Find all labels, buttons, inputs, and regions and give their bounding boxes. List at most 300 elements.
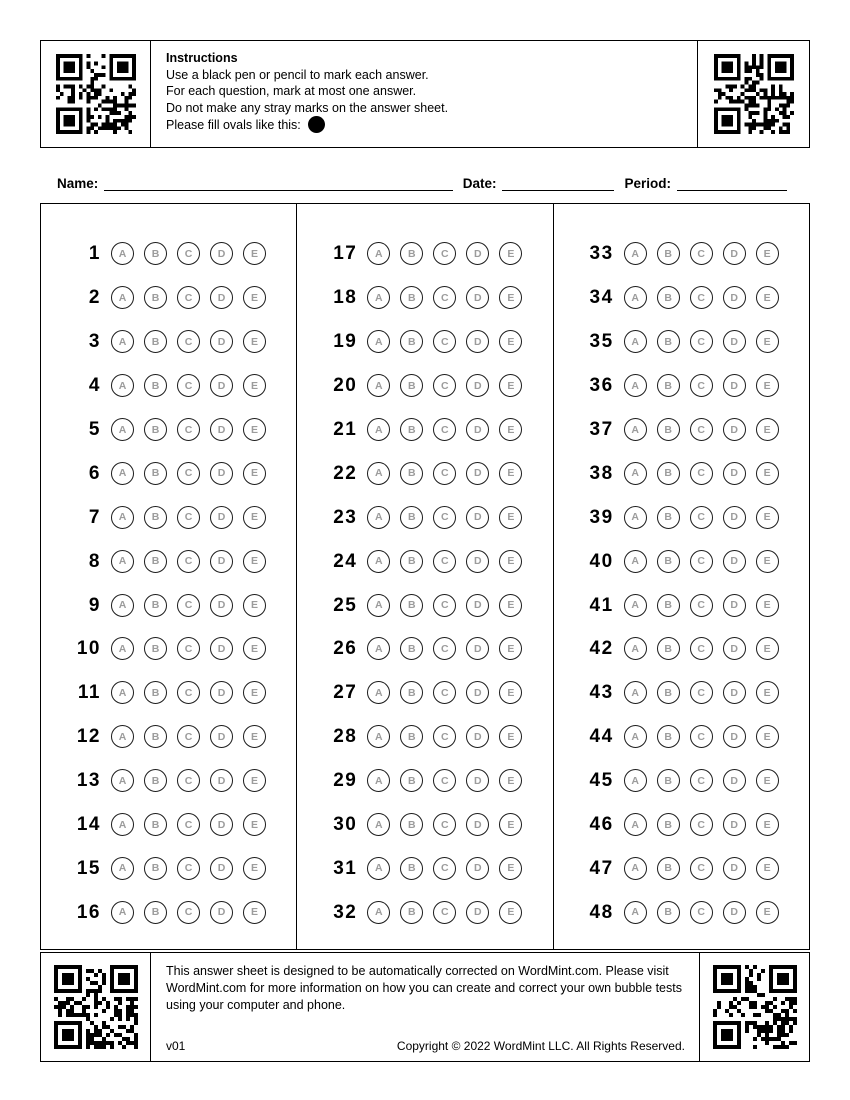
bubble-14-E[interactable]: E — [243, 813, 266, 836]
question-row-45 — [554, 759, 809, 803]
bubble-2-E[interactable]: E — [243, 286, 266, 309]
bubble-38-B[interactable]: B — [657, 462, 680, 485]
bubble-14-A[interactable]: A — [111, 813, 134, 836]
bubble-14-C[interactable]: C — [177, 813, 200, 836]
qr-cell-top-left — [41, 41, 151, 147]
bubble-42-C[interactable]: C — [690, 637, 713, 660]
bubble-45-E[interactable]: E — [756, 769, 779, 792]
bubble-47-A[interactable]: A — [624, 857, 647, 880]
bubble-48-E[interactable]: E — [756, 901, 779, 924]
bubble-11-A[interactable]: A — [111, 681, 134, 704]
bubble-43-E[interactable]: E — [756, 681, 779, 704]
bubble-46-B[interactable]: B — [657, 813, 680, 836]
bubble-6-D[interactable]: D — [210, 462, 233, 485]
bubble-45-B[interactable]: B — [657, 769, 680, 792]
question-row-14 — [41, 803, 296, 847]
bubble-17-A[interactable]: A — [367, 242, 390, 265]
question-row-44 — [554, 715, 809, 759]
bubble-47-B[interactable]: B — [657, 857, 680, 880]
bubble-22-C[interactable]: C — [433, 462, 456, 485]
bubble-40-D[interactable]: D — [723, 550, 746, 573]
question-number: 6 — [88, 462, 101, 484]
bubble-24-D[interactable]: D — [466, 550, 489, 573]
qr-cell-top-right — [697, 41, 809, 147]
date-label: Date: — [462, 176, 497, 191]
bubble-23-A[interactable]: A — [367, 506, 390, 529]
bubble-26-A[interactable]: A — [367, 637, 390, 660]
bubble-29-D[interactable]: D — [466, 769, 489, 792]
bubble-12-C[interactable]: C — [177, 725, 200, 748]
bubble-11-B[interactable]: B — [144, 681, 167, 704]
bubble-37-A[interactable]: A — [624, 418, 647, 441]
bubble-48-C[interactable]: C — [690, 901, 713, 924]
question-row-48 — [554, 890, 809, 934]
bubble-7-B[interactable]: B — [144, 506, 167, 529]
bubble-25-C[interactable]: C — [433, 594, 456, 617]
bubble-5-C[interactable]: C — [177, 418, 200, 441]
bubble-32-A[interactable]: A — [367, 901, 390, 924]
bubble-12-B[interactable]: B — [144, 725, 167, 748]
question-number: 11 — [77, 682, 101, 704]
bubble-30-A[interactable]: A — [367, 813, 390, 836]
bubble-10-E[interactable]: E — [243, 637, 266, 660]
instruction-line: For each question, mark at most one answer. — [166, 84, 417, 98]
bubble-36-B[interactable]: B — [657, 374, 680, 397]
bubble-6-C[interactable]: C — [177, 462, 200, 485]
bubble-18-D[interactable]: D — [466, 286, 489, 309]
date-field[interactable] — [502, 177, 614, 191]
bubble-38-D[interactable]: D — [723, 462, 746, 485]
bubble-41-E[interactable]: E — [756, 594, 779, 617]
question-number: 1 — [88, 243, 101, 265]
bubble-45-A[interactable]: A — [624, 769, 647, 792]
bubble-3-C[interactable]: C — [177, 330, 200, 353]
bubble-36-C[interactable]: C — [690, 374, 713, 397]
bubble-4-E[interactable]: E — [243, 374, 266, 397]
bubble-35-E[interactable]: E — [756, 330, 779, 353]
bubble-48-D[interactable]: D — [723, 901, 746, 924]
bubble-11-D[interactable]: D — [210, 681, 233, 704]
bubble-23-E[interactable]: E — [499, 506, 522, 529]
question-number: 34 — [589, 287, 614, 309]
bubble-9-E[interactable]: E — [243, 594, 266, 617]
bubble-5-A[interactable]: A — [111, 418, 134, 441]
bubble-7-C[interactable]: C — [177, 506, 200, 529]
answer-grid — [40, 203, 810, 950]
bubble-19-D[interactable]: D — [466, 330, 489, 353]
bubble-16-A[interactable]: A — [111, 901, 134, 924]
bubble-5-B[interactable]: B — [144, 418, 167, 441]
qr-code-icon — [714, 54, 794, 134]
footer-description: This answer sheet is designed to be automatically corrected on WordMint.com. Please visit WordMint.com for more information on how you can create and correct your own bubble tests using your computer and phone. — [166, 964, 682, 1012]
bubble-32-B[interactable]: B — [400, 901, 423, 924]
bubble-43-A[interactable]: A — [624, 681, 647, 704]
bubble-4-A[interactable]: A — [111, 374, 134, 397]
bubble-13-E[interactable]: E — [243, 769, 266, 792]
bubble-31-D[interactable]: D — [466, 857, 489, 880]
bubble-25-E[interactable]: E — [499, 594, 522, 617]
bubble-44-E[interactable]: E — [756, 725, 779, 748]
bubble-45-C[interactable]: C — [690, 769, 713, 792]
bubble-43-B[interactable]: B — [657, 681, 680, 704]
bubble-21-C[interactable]: C — [433, 418, 456, 441]
bubble-22-D[interactable]: D — [466, 462, 489, 485]
bubble-34-E[interactable]: E — [756, 286, 779, 309]
bubble-31-C[interactable]: C — [433, 857, 456, 880]
question-row-41 — [554, 583, 809, 627]
question-number: 23 — [333, 506, 358, 528]
bubble-44-D[interactable]: D — [723, 725, 746, 748]
bubble-17-C[interactable]: C — [433, 242, 456, 265]
bubble-8-B[interactable]: B — [144, 550, 167, 573]
bubble-9-B[interactable]: B — [144, 594, 167, 617]
bubble-42-A[interactable]: A — [624, 637, 647, 660]
bubble-26-D[interactable]: D — [466, 637, 489, 660]
bubble-29-B[interactable]: B — [400, 769, 423, 792]
question-row-42 — [554, 627, 809, 671]
bubble-37-B[interactable]: B — [657, 418, 680, 441]
period-field[interactable] — [677, 177, 787, 191]
bubble-36-E[interactable]: E — [756, 374, 779, 397]
bubble-15-A[interactable]: A — [111, 857, 134, 880]
bubble-17-E[interactable]: E — [499, 242, 522, 265]
question-number: 28 — [333, 726, 358, 748]
bubble-40-B[interactable]: B — [657, 550, 680, 573]
bubble-20-E[interactable]: E — [499, 374, 522, 397]
bubble-5-D[interactable]: D — [210, 418, 233, 441]
bubble-39-D[interactable]: D — [723, 506, 746, 529]
bubble-28-A[interactable]: A — [367, 725, 390, 748]
bubble-13-D[interactable]: D — [210, 769, 233, 792]
bubble-39-C[interactable]: C — [690, 506, 713, 529]
bubble-3-B[interactable]: B — [144, 330, 167, 353]
bubble-25-B[interactable]: B — [400, 594, 423, 617]
bubble-47-C[interactable]: C — [690, 857, 713, 880]
bubble-17-B[interactable]: B — [400, 242, 423, 265]
bubble-28-B[interactable]: B — [400, 725, 423, 748]
bubble-36-D[interactable]: D — [723, 374, 746, 397]
question-row-34 — [554, 276, 809, 320]
bubble-3-E[interactable]: E — [243, 330, 266, 353]
bubble-9-C[interactable]: C — [177, 594, 200, 617]
bubble-18-E[interactable]: E — [499, 286, 522, 309]
bubble-5-E[interactable]: E — [243, 418, 266, 441]
question-row-8 — [41, 539, 296, 583]
bubble-20-D[interactable]: D — [466, 374, 489, 397]
bubble-38-C[interactable]: C — [690, 462, 713, 485]
question-row-21 — [297, 408, 552, 452]
bubble-2-D[interactable]: D — [210, 286, 233, 309]
instruction-line: Use a black pen or pencil to mark each answer. — [166, 67, 429, 82]
bubble-13-A[interactable]: A — [111, 769, 134, 792]
question-number: 21 — [333, 419, 358, 440]
bubble-46-D[interactable]: D — [723, 813, 746, 836]
question-number: 17 — [333, 243, 358, 265]
question-number: 10 — [76, 638, 101, 660]
bubble-39-A[interactable]: A — [624, 506, 647, 529]
bubble-24-C[interactable]: C — [433, 550, 456, 573]
bubble-15-C[interactable]: C — [177, 857, 200, 880]
bubble-15-B[interactable]: B — [144, 857, 167, 880]
bubble-4-C[interactable]: C — [177, 374, 200, 397]
bubble-6-A[interactable]: A — [111, 462, 134, 485]
bubble-22-B[interactable]: B — [400, 462, 423, 485]
bubble-42-B[interactable]: B — [657, 637, 680, 660]
footer-box — [40, 952, 810, 1062]
bubble-37-D[interactable]: D — [723, 418, 746, 441]
bubble-10-B[interactable]: B — [144, 637, 167, 660]
question-row-5 — [41, 408, 296, 452]
bubble-18-C[interactable]: C — [433, 286, 456, 309]
bubble-23-B[interactable]: B — [400, 506, 423, 529]
question-number: 43 — [589, 682, 614, 704]
bubble-15-D[interactable]: D — [210, 857, 233, 880]
bubble-33-A[interactable]: A — [624, 242, 647, 265]
bubble-30-E[interactable]: E — [499, 813, 522, 836]
bubble-46-E[interactable]: E — [756, 813, 779, 836]
question-row-35 — [554, 320, 809, 364]
qr-code-icon — [56, 54, 136, 134]
bubble-35-B[interactable]: B — [657, 330, 680, 353]
bubble-37-C[interactable]: C — [690, 418, 713, 441]
bubble-4-B[interactable]: B — [144, 374, 167, 397]
bubble-19-A[interactable]: A — [367, 330, 390, 353]
bubble-48-A[interactable]: A — [624, 901, 647, 924]
bubble-27-B[interactable]: B — [400, 681, 423, 704]
bubble-25-D[interactable]: D — [466, 594, 489, 617]
bubble-44-B[interactable]: B — [657, 725, 680, 748]
bubble-35-A[interactable]: A — [624, 330, 647, 353]
bubble-43-C[interactable]: C — [690, 681, 713, 704]
bubble-44-A[interactable]: A — [624, 725, 647, 748]
bubble-2-B[interactable]: B — [144, 286, 167, 309]
filled-oval-example-icon — [308, 116, 325, 133]
bubble-34-A[interactable]: A — [624, 286, 647, 309]
bubble-2-A[interactable]: A — [111, 286, 134, 309]
period-label: Period: — [624, 176, 671, 191]
question-row-12 — [41, 715, 296, 759]
bubble-8-C[interactable]: C — [177, 550, 200, 573]
bubble-14-B[interactable]: B — [144, 813, 167, 836]
question-number: 46 — [589, 814, 614, 836]
bubble-1-C[interactable]: C — [177, 242, 200, 265]
bubble-7-A[interactable]: A — [111, 506, 134, 529]
bubble-45-D[interactable]: D — [723, 769, 746, 792]
bubble-40-E[interactable]: E — [756, 550, 779, 573]
bubble-33-E[interactable]: E — [756, 242, 779, 265]
bubble-27-E[interactable]: E — [499, 681, 522, 704]
bubble-40-C[interactable]: C — [690, 550, 713, 573]
bubble-1-D[interactable]: D — [210, 242, 233, 265]
bubble-13-C[interactable]: C — [177, 769, 200, 792]
bubble-41-C[interactable]: C — [690, 594, 713, 617]
bubble-33-B[interactable]: B — [657, 242, 680, 265]
bubble-34-B[interactable]: B — [657, 286, 680, 309]
bubble-32-D[interactable]: D — [466, 901, 489, 924]
bubble-17-D[interactable]: D — [466, 242, 489, 265]
bubble-1-E[interactable]: E — [243, 242, 266, 265]
bubble-3-D[interactable]: D — [210, 330, 233, 353]
bubble-23-C[interactable]: C — [433, 506, 456, 529]
bubble-28-D[interactable]: D — [466, 725, 489, 748]
bubble-42-D[interactable]: D — [723, 637, 746, 660]
bubble-24-A[interactable]: A — [367, 550, 390, 573]
bubble-18-B[interactable]: B — [400, 286, 423, 309]
question-number: 35 — [589, 331, 614, 353]
bubble-21-D[interactable]: D — [466, 418, 489, 441]
bubble-22-E[interactable]: E — [499, 462, 522, 485]
bubble-30-C[interactable]: C — [433, 813, 456, 836]
bubble-40-A[interactable]: A — [624, 550, 647, 573]
question-row-16 — [41, 890, 296, 934]
bubble-42-E[interactable]: E — [756, 637, 779, 660]
question-number: 2 — [88, 287, 101, 309]
bubble-16-E[interactable]: E — [243, 901, 266, 924]
bubble-34-C[interactable]: C — [690, 286, 713, 309]
bubble-13-B[interactable]: B — [144, 769, 167, 792]
bubble-38-A[interactable]: A — [624, 462, 647, 485]
bubble-16-D[interactable]: D — [210, 901, 233, 924]
question-row-38 — [554, 451, 809, 495]
bubble-29-C[interactable]: C — [433, 769, 456, 792]
bubble-8-A[interactable]: A — [111, 550, 134, 573]
question-number: 42 — [589, 638, 614, 660]
bubble-25-A[interactable]: A — [367, 594, 390, 617]
bubble-9-A[interactable]: A — [111, 594, 134, 617]
bubble-39-B[interactable]: B — [657, 506, 680, 529]
question-number: 45 — [589, 770, 614, 792]
bubble-14-D[interactable]: D — [210, 813, 233, 836]
bubble-37-E[interactable]: E — [756, 418, 779, 441]
bubble-8-D[interactable]: D — [210, 550, 233, 573]
bubble-16-C[interactable]: C — [177, 901, 200, 924]
bubble-27-A[interactable]: A — [367, 681, 390, 704]
bubble-11-C[interactable]: C — [177, 681, 200, 704]
bubble-23-D[interactable]: D — [466, 506, 489, 529]
question-number: 12 — [76, 726, 101, 748]
bubble-43-D[interactable]: D — [723, 681, 746, 704]
bubble-27-C[interactable]: C — [433, 681, 456, 704]
bubble-6-B[interactable]: B — [144, 462, 167, 485]
bubble-47-D[interactable]: D — [723, 857, 746, 880]
bubble-12-D[interactable]: D — [210, 725, 233, 748]
bubble-31-B[interactable]: B — [400, 857, 423, 880]
bubble-12-A[interactable]: A — [111, 725, 134, 748]
question-number: 36 — [589, 375, 614, 397]
bubble-10-D[interactable]: D — [210, 637, 233, 660]
question-number: 40 — [589, 550, 614, 572]
bubble-20-B[interactable]: B — [400, 374, 423, 397]
bubble-22-A[interactable]: A — [367, 462, 390, 485]
bubble-24-E[interactable]: E — [499, 550, 522, 573]
footer-text-cell — [151, 953, 699, 1061]
bubble-6-E[interactable]: E — [243, 462, 266, 485]
question-row-6 — [41, 451, 296, 495]
bubble-28-E[interactable]: E — [499, 725, 522, 748]
bubble-7-E[interactable]: E — [243, 506, 266, 529]
bubble-7-D[interactable]: D — [210, 506, 233, 529]
copyright-label: Copyright © 2022 WordMint LLC. All Rights Reserved. — [396, 1039, 685, 1053]
bubble-26-B[interactable]: B — [400, 637, 423, 660]
bubble-4-D[interactable]: D — [210, 374, 233, 397]
bubble-16-B[interactable]: B — [144, 901, 167, 924]
bubble-29-A[interactable]: A — [367, 769, 390, 792]
bubble-30-B[interactable]: B — [400, 813, 423, 836]
bubble-19-C[interactable]: C — [433, 330, 456, 353]
bubble-41-D[interactable]: D — [723, 594, 746, 617]
bubble-28-C[interactable]: C — [433, 725, 456, 748]
bubble-8-E[interactable]: E — [243, 550, 266, 573]
bubble-11-E[interactable]: E — [243, 681, 266, 704]
bubble-21-B[interactable]: B — [400, 418, 423, 441]
bubble-34-D[interactable]: D — [723, 286, 746, 309]
name-field[interactable] — [104, 177, 452, 191]
bubble-19-B[interactable]: B — [400, 330, 423, 353]
bubble-24-B[interactable]: B — [400, 550, 423, 573]
bubble-3-A[interactable]: A — [111, 330, 134, 353]
bubble-1-A[interactable]: A — [111, 242, 134, 265]
bubble-21-A[interactable]: A — [367, 418, 390, 441]
question-number: 32 — [333, 901, 358, 923]
question-row-17 — [297, 232, 552, 276]
bubble-47-E[interactable]: E — [756, 857, 779, 880]
bubble-32-E[interactable]: E — [499, 901, 522, 924]
bubble-15-E[interactable]: E — [243, 857, 266, 880]
bubble-2-C[interactable]: C — [177, 286, 200, 309]
bubble-20-C[interactable]: C — [433, 374, 456, 397]
answer-grid-column-1 — [41, 204, 296, 949]
bubble-35-C[interactable]: C — [690, 330, 713, 353]
question-row-7 — [41, 495, 296, 539]
bubble-44-C[interactable]: C — [690, 725, 713, 748]
bubble-26-C[interactable]: C — [433, 637, 456, 660]
bubble-29-E[interactable]: E — [499, 769, 522, 792]
bubble-20-A[interactable]: A — [367, 374, 390, 397]
bubble-35-D[interactable]: D — [723, 330, 746, 353]
bubble-10-C[interactable]: C — [177, 637, 200, 660]
question-number: 15 — [76, 857, 101, 879]
bubble-39-E[interactable]: E — [756, 506, 779, 529]
bubble-30-D[interactable]: D — [466, 813, 489, 836]
bubble-46-C[interactable]: C — [690, 813, 713, 836]
version-label: v01 — [166, 1039, 186, 1053]
bubble-19-E[interactable]: E — [499, 330, 522, 353]
question-number: 9 — [88, 594, 101, 616]
bubble-33-C[interactable]: C — [690, 242, 713, 265]
bubble-41-B[interactable]: B — [657, 594, 680, 617]
answer-grid-column-3 — [553, 204, 809, 949]
bubble-32-C[interactable]: C — [433, 901, 456, 924]
bubble-31-A[interactable]: A — [367, 857, 390, 880]
bubble-21-E[interactable]: E — [499, 418, 522, 441]
bubble-36-A[interactable]: A — [624, 374, 647, 397]
bubble-26-E[interactable]: E — [499, 637, 522, 660]
bubble-12-E[interactable]: E — [243, 725, 266, 748]
bubble-27-D[interactable]: D — [466, 681, 489, 704]
bubble-10-A[interactable]: A — [111, 637, 134, 660]
bubble-33-D[interactable]: D — [723, 242, 746, 265]
bubble-38-E[interactable]: E — [756, 462, 779, 485]
bubble-46-A[interactable]: A — [624, 813, 647, 836]
question-row-25 — [297, 583, 552, 627]
bubble-48-B[interactable]: B — [657, 901, 680, 924]
bubble-41-A[interactable]: A — [624, 594, 647, 617]
bubble-18-A[interactable]: A — [367, 286, 390, 309]
bubble-31-E[interactable]: E — [499, 857, 522, 880]
bubble-9-D[interactable]: D — [210, 594, 233, 617]
bubble-1-B[interactable]: B — [144, 242, 167, 265]
question-row-18 — [297, 276, 552, 320]
